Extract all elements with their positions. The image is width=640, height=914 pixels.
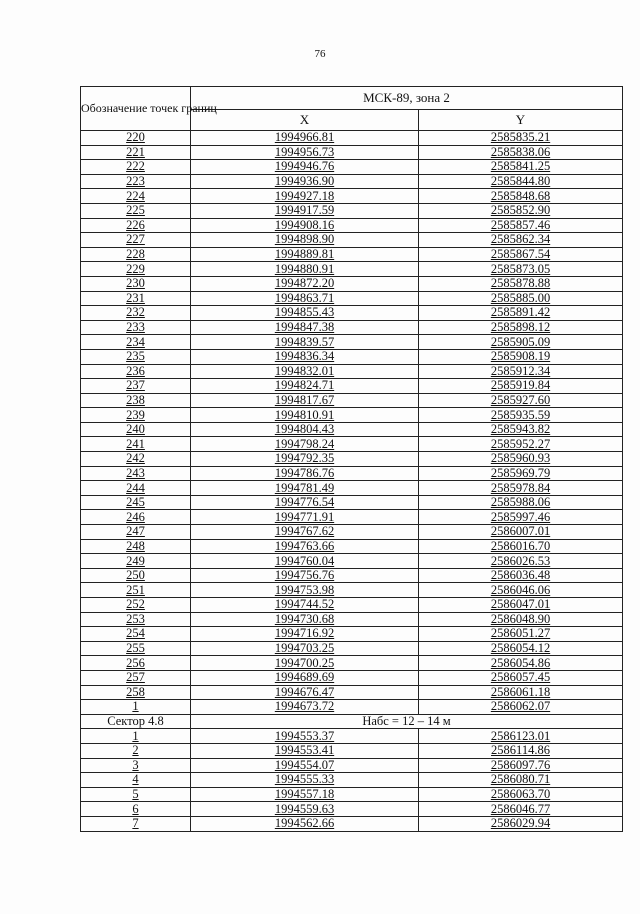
table-row — [81, 627, 623, 642]
cell-y: 2586114.86 — [419, 743, 623, 758]
cell-y: 2585841.25 — [419, 160, 623, 175]
cell-point: 239 — [81, 408, 191, 423]
page-number: 76 — [314, 48, 326, 60]
cell-point: 230 — [81, 276, 191, 291]
cell-y: 2585952.27 — [419, 437, 623, 452]
cell-point: 254 — [81, 627, 191, 642]
cell-x: 1994760.04 — [191, 554, 419, 569]
cell-point: 3 — [81, 758, 191, 773]
cell-point: 227 — [81, 233, 191, 248]
cell-y: 2585960.93 — [419, 452, 623, 467]
cell-x: 1994753.98 — [191, 583, 419, 598]
coordinates-table — [80, 86, 623, 832]
cell-point: 250 — [81, 568, 191, 583]
cell-point: 247 — [81, 525, 191, 540]
cell-x: 1994676.47 — [191, 685, 419, 700]
cell-point: 246 — [81, 510, 191, 525]
table-row — [81, 349, 623, 364]
cell-y: 2586097.76 — [419, 758, 623, 773]
cell-point: 235 — [81, 349, 191, 364]
cell-point: 255 — [81, 641, 191, 656]
cell-point: 222 — [81, 160, 191, 175]
cell-x: 1994792.35 — [191, 452, 419, 467]
cell-x: 1994553.41 — [191, 743, 419, 758]
cell-x: 1994804.43 — [191, 422, 419, 437]
cell-y: 2585988.06 — [419, 495, 623, 510]
cell-point: 236 — [81, 364, 191, 379]
cell-point: 253 — [81, 612, 191, 627]
cell-y: 2586063.70 — [419, 787, 623, 802]
table-row — [81, 364, 623, 379]
table-row — [81, 291, 623, 306]
cell-x: 1994898.90 — [191, 233, 419, 248]
cell-y: 2585905.09 — [419, 335, 623, 350]
table-row — [81, 131, 623, 146]
cell-y: 2585935.59 — [419, 408, 623, 423]
header-x: X — [191, 110, 419, 131]
cell-x: 1994553.37 — [191, 729, 419, 744]
cell-x: 1994946.76 — [191, 160, 419, 175]
cell-x: 1994917.59 — [191, 203, 419, 218]
cell-y: 2586036.48 — [419, 568, 623, 583]
cell-y: 2585978.84 — [419, 481, 623, 496]
table-row — [81, 685, 623, 700]
cell-y: 2585943.82 — [419, 422, 623, 437]
table-row — [81, 452, 623, 467]
cell-point: 226 — [81, 218, 191, 233]
cell-y: 2585835.21 — [419, 131, 623, 146]
cell-x: 1994863.71 — [191, 291, 419, 306]
cell-point: 242 — [81, 452, 191, 467]
cell-y: 2586062.07 — [419, 700, 623, 715]
cell-point: 223 — [81, 174, 191, 189]
cell-y: 2586046.77 — [419, 802, 623, 817]
table-row — [81, 189, 623, 204]
table-row — [81, 598, 623, 613]
cell-y: 2585878.88 — [419, 276, 623, 291]
table-row — [81, 218, 623, 233]
cell-y: 2586051.27 — [419, 627, 623, 642]
cell-x: 1994555.33 — [191, 773, 419, 788]
table-row — [81, 262, 623, 277]
cell-y: 2586080.71 — [419, 773, 623, 788]
cell-point: 257 — [81, 670, 191, 685]
table-row — [81, 393, 623, 408]
table-row — [81, 233, 623, 248]
cell-y: 2585912.34 — [419, 364, 623, 379]
cell-y: 2586054.12 — [419, 641, 623, 656]
cell-x: 1994880.91 — [191, 262, 419, 277]
table-row — [81, 670, 623, 685]
table-row — [81, 422, 623, 437]
table-row — [81, 510, 623, 525]
table-row — [81, 320, 623, 335]
cell-x: 1994966.81 — [191, 131, 419, 146]
cell-point: 220 — [81, 131, 191, 146]
cell-x: 1994716.92 — [191, 627, 419, 642]
cell-x: 1994786.76 — [191, 466, 419, 481]
cell-y: 2585848.68 — [419, 189, 623, 204]
sector-row — [81, 714, 623, 729]
cell-point: 1 — [81, 700, 191, 715]
cell-x: 1994908.16 — [191, 218, 419, 233]
cell-x: 1994700.25 — [191, 656, 419, 671]
cell-point: 7 — [81, 816, 191, 831]
cell-x: 1994703.25 — [191, 641, 419, 656]
cell-y: 2585898.12 — [419, 320, 623, 335]
table-row — [81, 525, 623, 540]
cell-point: 232 — [81, 306, 191, 321]
table-row — [81, 174, 623, 189]
header-y: Y — [419, 110, 623, 131]
cell-point: 243 — [81, 466, 191, 481]
cell-y: 2585997.46 — [419, 510, 623, 525]
cell-x: 1994776.54 — [191, 495, 419, 510]
cell-x: 1994836.34 — [191, 349, 419, 364]
cell-point: 4 — [81, 773, 191, 788]
cell-y: 2586054.86 — [419, 656, 623, 671]
cell-point: 244 — [81, 481, 191, 496]
cell-x: 1994927.18 — [191, 189, 419, 204]
cell-point: 248 — [81, 539, 191, 554]
table-row — [81, 641, 623, 656]
cell-x: 1994559.63 — [191, 802, 419, 817]
table-body — [81, 131, 623, 832]
cell-y: 2585927.60 — [419, 393, 623, 408]
cell-y: 2586007.01 — [419, 525, 623, 540]
table-row — [81, 802, 623, 817]
table-row — [81, 656, 623, 671]
cell-x: 1994730.68 — [191, 612, 419, 627]
cell-x: 1994832.01 — [191, 364, 419, 379]
cell-x: 1994771.91 — [191, 510, 419, 525]
cell-point: 1 — [81, 729, 191, 744]
cell-x: 1994744.52 — [191, 598, 419, 613]
table-row — [81, 379, 623, 394]
table-row — [81, 335, 623, 350]
cell-x: 1994763.66 — [191, 539, 419, 554]
cell-x: 1994673.72 — [191, 700, 419, 715]
cell-point: 251 — [81, 583, 191, 598]
cell-point: 233 — [81, 320, 191, 335]
cell-y: 2585867.54 — [419, 247, 623, 262]
cell-point: 5 — [81, 787, 191, 802]
cell-point: 240 — [81, 422, 191, 437]
cell-x: 1994810.91 — [191, 408, 419, 423]
cell-y: 2585969.79 — [419, 466, 623, 481]
cell-y: 2586048.90 — [419, 612, 623, 627]
cell-point: 241 — [81, 437, 191, 452]
cell-y: 2585891.42 — [419, 306, 623, 321]
cell-point: 256 — [81, 656, 191, 671]
header-coordinate-system: МСК-89, зона 2 — [191, 87, 623, 110]
cell-x: 1994872.20 — [191, 276, 419, 291]
cell-x: 1994756.76 — [191, 568, 419, 583]
table-row — [81, 306, 623, 321]
cell-y: 2586057.45 — [419, 670, 623, 685]
table-row — [81, 700, 623, 715]
cell-y: 2586026.53 — [419, 554, 623, 569]
table-row — [81, 437, 623, 452]
cell-y: 2586029.94 — [419, 816, 623, 831]
cell-y: 2585908.19 — [419, 349, 623, 364]
cell-x: 1994798.24 — [191, 437, 419, 452]
cell-y: 2585885.00 — [419, 291, 623, 306]
cell-x: 1994889.81 — [191, 247, 419, 262]
table-row — [81, 203, 623, 218]
cell-y: 2585852.90 — [419, 203, 623, 218]
table-row — [81, 247, 623, 262]
table-row — [81, 743, 623, 758]
table-row — [81, 495, 623, 510]
cell-y: 2586016.70 — [419, 539, 623, 554]
sector-height: Набс = 12 – 14 м — [191, 714, 623, 729]
cell-point: 228 — [81, 247, 191, 262]
cell-x: 1994557.18 — [191, 787, 419, 802]
table-row — [81, 481, 623, 496]
table-row — [81, 408, 623, 423]
cell-point: 252 — [81, 598, 191, 613]
table-row — [81, 466, 623, 481]
cell-x: 1994554.07 — [191, 758, 419, 773]
cell-x: 1994936.90 — [191, 174, 419, 189]
cell-point: 249 — [81, 554, 191, 569]
cell-y: 2586123.01 — [419, 729, 623, 744]
cell-y: 2585838.06 — [419, 145, 623, 160]
cell-point: 224 — [81, 189, 191, 204]
cell-y: 2586046.06 — [419, 583, 623, 598]
cell-y: 2586061.18 — [419, 685, 623, 700]
cell-x: 1994855.43 — [191, 306, 419, 321]
cell-point: 238 — [81, 393, 191, 408]
table-row — [81, 758, 623, 773]
cell-x: 1994847.38 — [191, 320, 419, 335]
cell-point: 221 — [81, 145, 191, 160]
cell-y: 2585873.05 — [419, 262, 623, 277]
table-row — [81, 612, 623, 627]
cell-y: 2585844.80 — [419, 174, 623, 189]
header-point-label: Обозначение точек границ — [81, 87, 191, 131]
cell-point: 229 — [81, 262, 191, 277]
cell-point: 2 — [81, 743, 191, 758]
cell-point: 234 — [81, 335, 191, 350]
cell-x: 1994956.73 — [191, 145, 419, 160]
cell-point: 6 — [81, 802, 191, 817]
cell-x: 1994824.71 — [191, 379, 419, 394]
cell-y: 2585857.46 — [419, 218, 623, 233]
cell-x: 1994839.57 — [191, 335, 419, 350]
table-row — [81, 816, 623, 831]
table-row — [81, 773, 623, 788]
cell-x: 1994767.62 — [191, 525, 419, 540]
cell-x: 1994781.49 — [191, 481, 419, 496]
sector-label: Сектор 4.8 — [81, 714, 191, 729]
table-row — [81, 787, 623, 802]
table-row — [81, 729, 623, 744]
table-row — [81, 145, 623, 160]
cell-point: 231 — [81, 291, 191, 306]
table-row — [81, 160, 623, 175]
table-row — [81, 568, 623, 583]
table-row — [81, 583, 623, 598]
cell-point: 225 — [81, 203, 191, 218]
cell-point: 245 — [81, 495, 191, 510]
table-row — [81, 539, 623, 554]
cell-x: 1994689.69 — [191, 670, 419, 685]
table-row — [81, 554, 623, 569]
cell-x: 1994562.66 — [191, 816, 419, 831]
cell-y: 2586047.01 — [419, 598, 623, 613]
cell-y: 2585862.34 — [419, 233, 623, 248]
cell-x: 1994817.67 — [191, 393, 419, 408]
cell-point: 237 — [81, 379, 191, 394]
cell-point: 258 — [81, 685, 191, 700]
table-row — [81, 276, 623, 291]
cell-y: 2585919.84 — [419, 379, 623, 394]
